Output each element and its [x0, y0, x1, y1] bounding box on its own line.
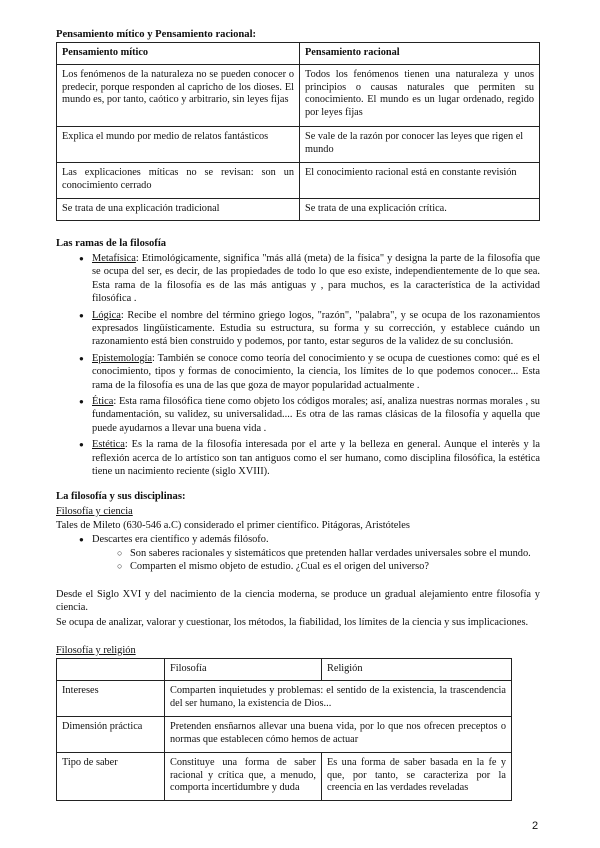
- table-cell: Se vale de la razón por conocer las leyes que rigen el mundo: [300, 127, 540, 163]
- table-cell: Es una forma de saber basada en la fe y que, por tanto, se caracteriza por la creencia en las verdades reveladas: [322, 753, 512, 801]
- branch-term: Estética: [92, 439, 125, 451]
- paragraph: Desde el Siglo XVI y del nacimiento de la ciencia moderna, se produce un gradual alejamiento entre filosofía y ciencia.: [56, 589, 540, 614]
- table-cell: Comparten inquietudes y problemas: el sentido de la existencia, la trascendencia del ser humano, la existencia de Dios...: [165, 681, 512, 717]
- list-item: [79, 309, 540, 349]
- branch-description: : Es la rama de la filosofía interesada por el arte y la belleza en general. Aunque el interès y la reflexión acerca de lo artístico son tan antiguos como el ser humano, como disciplina filosófica, la estética tiene un nacimiento reciente (siglo XVIII).: [92, 439, 540, 478]
- bullet-icon: ●: [79, 440, 84, 450]
- list-item: [79, 252, 540, 306]
- table-header: Pensamiento racional: [300, 43, 540, 65]
- list-item: [117, 547, 540, 560]
- branch-term: Ética: [92, 396, 114, 408]
- subsection-title-science: Filosofía y ciencia: [56, 506, 133, 517]
- list-item: [79, 533, 540, 546]
- branch-term: Lógica: [92, 309, 121, 321]
- paragraph: Se ocupa de analizar, valorar y cuestionar, los métodos, la fiabilidad, los límites de la ciencia y sus implicaciones.: [56, 617, 529, 628]
- philosophy-religion-table: [56, 658, 512, 801]
- table-cell: El conocimiento racional está en constante revisión: [300, 163, 540, 199]
- list-item-text: Comparten el mismo objeto de estudio. ¿Cual es el origen del universo?: [130, 561, 429, 573]
- subsection-title-religion: Filosofía y religión: [56, 645, 136, 656]
- branch-description: : También se conoce como teoría del conocimiento y se ocupa de cuestiones como: qué es el conocimiento, tipos y formas de conocimiento, la ciencia, los límites de lo que podemos conocer... Esta rama de la filosofía es una de las que goza de mayor popularidad actualmente .: [92, 352, 540, 391]
- branch-description: : Esta rama filosófica tiene como objeto los códigos morales; así, analiza nuestras normas morales , su fundamentación, su validez, su universalidad.... Es otra de las ramas clásicas de la filosofía y aquella que puede ayudarnos a llevar una buena vida .: [92, 396, 540, 434]
- row-label: Dimensión práctica: [57, 717, 165, 753]
- bullet-icon: ●: [79, 254, 84, 263]
- branches-list: [79, 252, 540, 479]
- bullet-icon: ●: [79, 397, 84, 407]
- bullet-icon: ●: [79, 535, 84, 544]
- list-item: [117, 560, 540, 573]
- circle-bullet-icon: ○: [117, 561, 123, 572]
- branch-description: : Etimológicamente, significa "más allá (meta) de la física" y designa la parte de la filosofía que se ocupa del ser, es decir, de las propiedades de todo lo que eso existe, independientemente de lo que sea. Esta rama de la filosofía es de las más antiguas y , para muchos, es la característica de la actividad filosófica .: [92, 253, 540, 305]
- science-sublist: [117, 547, 540, 574]
- list-item: [79, 438, 540, 478]
- row-label: Tipo de saber: [57, 753, 165, 801]
- bullet-icon: ●: [79, 353, 84, 363]
- table-cell: Explica el mundo por medio de relatos fantásticos: [57, 127, 300, 163]
- table-cell: Se trata de una explicación tradicional: [57, 199, 300, 221]
- circle-bullet-icon: ○: [117, 548, 123, 558]
- paragraph: Tales de Mileto (630-546 a.C) considerado el primer científico. Pitágoras, Aristóteles: [56, 520, 410, 531]
- table-cell: Los fenómenos de la naturaleza no se pueden conocer o predecir, porque responden al capricho de los dioses. El mundo es, por tanto, caótico y arbitrario, sin leyes fijas: [57, 65, 300, 127]
- branch-description: : Recibe el nombre del término griego logos, "razón", "palabra", y se ocupa de los razonamientos expresados lingüísticamente. Estudia su estructura, su forma y su corrección, y establece cuándo un razonamiento está bien construido y podemos, por tanto, estar seguros de la validez de su conclusión.: [92, 309, 540, 348]
- row-label: Intereses: [57, 681, 165, 717]
- branch-term: Metafísica: [92, 253, 136, 264]
- table-cell: Todos los fenómenos tienen una naturaleza y unos principios o causas naturales que permiten su conocimiento. El mundo es un lugar ordenado, regido por leyes fijas: [300, 65, 540, 127]
- list-item-text: Son saberes racionales y sistemáticos que pretenden hallar verdades universales sobre el mundo.: [130, 548, 531, 559]
- table-cell: Pretenden ensñarnos allevar una buena vida, por lo que nos ofrecen preceptos o normas que establecen cómo hemos de actuar: [165, 717, 512, 753]
- section-title-branches: Las ramas de la filosofía: [56, 238, 167, 249]
- branch-term: Epistemología: [92, 352, 153, 364]
- table-header: Pensamiento mítico: [57, 43, 300, 65]
- list-item-text: Descartes era científico y además filósofo.: [92, 534, 269, 545]
- mythic-rational-table: [56, 42, 540, 221]
- list-item: [79, 395, 540, 435]
- table-cell: Las explicaciones míticas no se revisan: son un conocimiento cerrado: [57, 163, 300, 199]
- list-item: [79, 352, 540, 392]
- table-cell: Se trata de una explicación crítica.: [300, 199, 540, 221]
- table-header: [57, 659, 165, 681]
- table-cell: Constituye una forma de saber racional y crítica que, a menudo, comporta incertidumbre y duda: [165, 753, 322, 801]
- science-list: [79, 533, 540, 546]
- section-title-mythic-rational: Pensamiento mítico y Pensamiento racional:: [56, 29, 257, 40]
- table-header: Religión: [322, 659, 512, 681]
- bullet-icon: ●: [79, 310, 84, 320]
- page-number: 2: [532, 820, 539, 832]
- table-header: Filosofía: [165, 659, 322, 681]
- section-title-disciplines: La filosofía y sus disciplinas:: [56, 491, 186, 502]
